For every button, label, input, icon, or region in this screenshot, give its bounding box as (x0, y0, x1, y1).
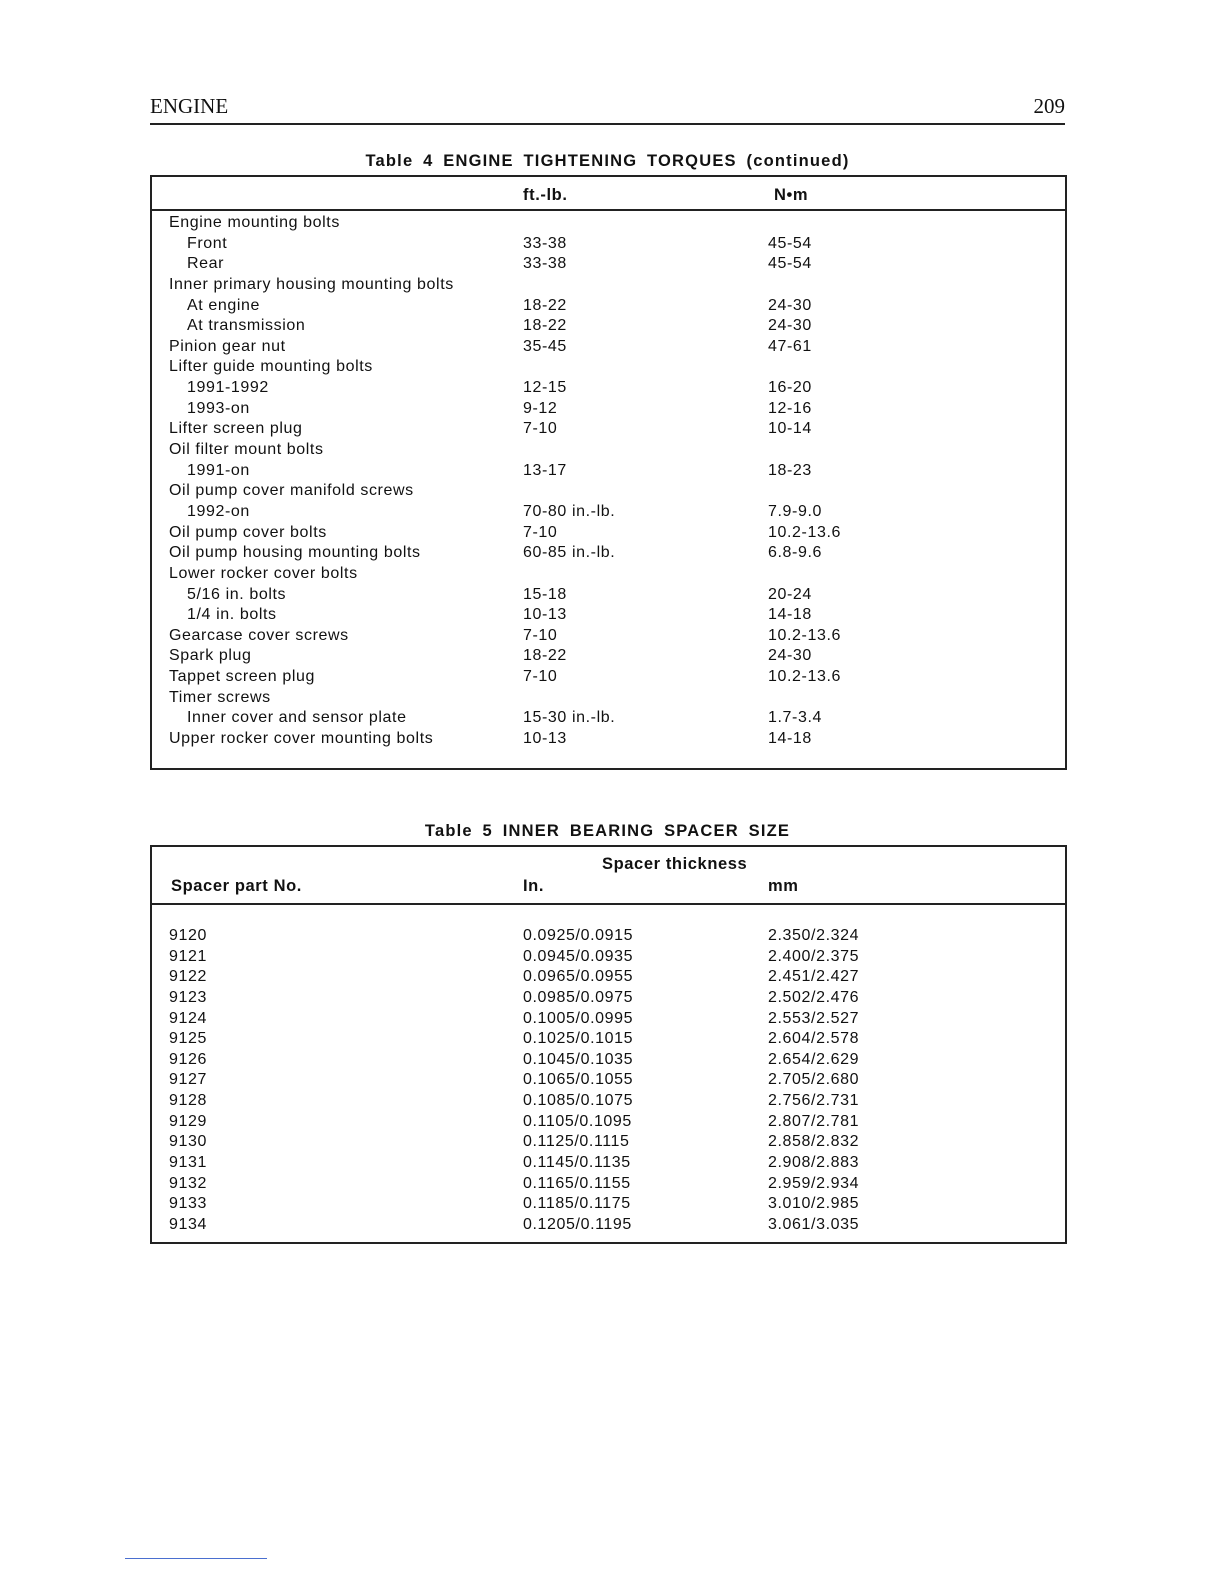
row-nm: 24-30 (768, 647, 812, 665)
row-nm: 12-16 (768, 399, 812, 417)
row-mm: 2.908/2.883 (768, 1154, 860, 1172)
table4 (150, 175, 1067, 770)
row-mm: 2.604/2.578 (768, 1030, 860, 1048)
row-label: Inner primary housing mounting bolts (169, 275, 454, 293)
table5-row (152, 1153, 1065, 1174)
row-label: Gearcase cover screws (169, 626, 349, 644)
row-nm: 45-54 (768, 255, 812, 273)
table5-row (152, 1050, 1065, 1071)
table4-row (152, 275, 1065, 296)
row-mm: 2.654/2.629 (768, 1050, 860, 1068)
table5-header-in: In. (523, 877, 545, 895)
row-part: 9133 (169, 1195, 207, 1213)
row-part: 9120 (169, 927, 207, 944)
row-part: 9126 (169, 1050, 207, 1068)
row-label: 1992-on (187, 502, 250, 520)
table4-row (152, 419, 1065, 440)
table5-row (152, 1091, 1065, 1112)
row-ftlb: 33-38 (523, 255, 567, 273)
row-nm: 10.2-13.6 (768, 523, 842, 541)
row-mm: 2.807/2.781 (768, 1112, 860, 1130)
running-head-section: ENGINE (150, 94, 229, 118)
row-in: 0.1045/0.1035 (523, 1050, 634, 1068)
row-in: 0.1185/0.1175 (523, 1195, 631, 1213)
table5-header-part: Spacer part No. (171, 877, 302, 895)
table4-header-nm: N•m (774, 186, 809, 204)
row-part: 9131 (169, 1154, 207, 1172)
row-nm: 14-18 (768, 606, 812, 624)
row-ftlb: 7-10 (523, 420, 558, 438)
row-ftlb: 18-22 (523, 296, 567, 314)
table4-row (152, 585, 1065, 606)
row-mm: 2.705/2.680 (768, 1071, 860, 1089)
row-mm: 3.010/2.985 (768, 1195, 860, 1213)
row-part: 9121 (169, 947, 207, 965)
table5-row (152, 1070, 1065, 1091)
row-nm: 45-54 (768, 234, 812, 252)
row-nm: 24-30 (768, 296, 812, 314)
table4-row (152, 440, 1065, 461)
row-label: Lifter screen plug (169, 420, 303, 438)
row-ftlb: 15-18 (523, 585, 567, 603)
table4-header-rule (152, 209, 1065, 211)
table4-row (152, 523, 1065, 544)
row-in: 0.1205/0.1195 (523, 1215, 632, 1233)
row-ftlb: 7-10 (523, 523, 558, 541)
row-label: 5/16 in. bolts (187, 585, 287, 603)
row-in: 0.1005/0.0995 (523, 1009, 634, 1027)
table5-row (152, 1174, 1065, 1195)
row-part: 9132 (169, 1174, 207, 1192)
row-label: Oil filter mount bolts (169, 441, 324, 459)
row-label: 1993-on (187, 399, 250, 417)
row-mm: 2.400/2.375 (768, 947, 860, 965)
row-label: Spark plug (169, 647, 252, 665)
row-ftlb: 7-10 (523, 668, 558, 686)
row-nm: 18-23 (768, 461, 812, 479)
row-ftlb: 10-13 (523, 606, 567, 624)
table4-row (152, 357, 1065, 378)
row-nm: 7.9-9.0 (768, 502, 823, 520)
table4-row (152, 254, 1065, 275)
footer-rule (125, 1558, 267, 1559)
table4-row (152, 337, 1065, 358)
row-mm: 2.502/2.476 (768, 988, 860, 1006)
row-part: 9125 (169, 1030, 207, 1048)
table5-body (152, 926, 1065, 1236)
row-label: Lower rocker cover bolts (169, 564, 358, 582)
table4-row (152, 646, 1065, 667)
table5-row (152, 947, 1065, 968)
table4-row (152, 502, 1065, 523)
row-label: At engine (187, 296, 261, 314)
row-label: Pinion gear nut (169, 337, 286, 355)
table4-row (152, 564, 1065, 585)
row-mm: 2.553/2.527 (768, 1009, 860, 1027)
table4-row (152, 461, 1065, 482)
row-in: 0.1125/0.1115 (523, 1133, 630, 1151)
row-mm: 2.350/2.324 (768, 927, 860, 944)
row-label: Timer screws (169, 688, 271, 706)
row-label: 1991-1992 (187, 379, 269, 397)
row-nm: 47-61 (768, 337, 812, 355)
row-part: 9129 (169, 1112, 207, 1130)
table4-row (152, 481, 1065, 502)
row-part: 9130 (169, 1133, 207, 1151)
row-mm: 2.858/2.832 (768, 1133, 860, 1151)
row-nm: 6.8-9.6 (768, 544, 823, 562)
table5-row (152, 967, 1065, 988)
row-ftlb: 35-45 (523, 337, 567, 355)
row-nm: 24-30 (768, 317, 812, 335)
row-label: Engine mounting bolts (169, 214, 340, 231)
row-mm: 3.061/3.035 (768, 1215, 860, 1233)
table4-row (152, 605, 1065, 626)
row-label: Upper rocker cover mounting bolts (169, 730, 434, 748)
row-part: 9124 (169, 1009, 207, 1027)
row-nm: 10-14 (768, 420, 812, 438)
table5-row (152, 988, 1065, 1009)
row-label: Inner cover and sensor plate (187, 709, 407, 727)
table4-row (152, 234, 1065, 255)
table5-row (152, 1194, 1065, 1215)
table4-row (152, 399, 1065, 420)
row-label: Rear (187, 255, 225, 273)
table5-row (152, 1215, 1065, 1236)
row-in: 0.0925/0.0915 (523, 927, 634, 944)
row-in: 0.0985/0.0975 (523, 988, 634, 1006)
row-nm: 20-24 (768, 585, 812, 603)
row-in: 0.1145/0.1135 (523, 1154, 631, 1172)
table5-header-rule (152, 903, 1065, 905)
table5 (150, 845, 1067, 1244)
table4-row (152, 667, 1065, 688)
row-ftlb: 15-30 in.-lb. (523, 709, 616, 727)
row-nm: 14-18 (768, 730, 812, 748)
table4-body (152, 213, 1065, 750)
table5-row (152, 1009, 1065, 1030)
row-part: 9128 (169, 1092, 207, 1110)
row-ftlb: 18-22 (523, 317, 567, 335)
row-in: 0.1085/0.1075 (523, 1092, 634, 1110)
row-label: Lifter guide mounting bolts (169, 358, 373, 376)
table5-row (152, 1029, 1065, 1050)
row-label: 1/4 in. bolts (187, 606, 277, 624)
row-label: Oil pump cover bolts (169, 523, 327, 541)
row-ftlb: 13-17 (523, 461, 567, 479)
table4-row (152, 543, 1065, 564)
row-label: Oil pump cover manifold screws (169, 482, 414, 500)
row-ftlb: 7-10 (523, 626, 558, 644)
row-ftlb: 9-12 (523, 399, 558, 417)
table5-title: Table 5 INNER BEARING SPACER SIZE (424, 822, 791, 840)
row-ftlb: 10-13 (523, 730, 567, 748)
table5-header-mm: mm (768, 877, 799, 895)
table4-row (152, 708, 1065, 729)
row-in: 0.0965/0.0955 (523, 968, 634, 986)
row-in: 0.1065/0.1055 (523, 1071, 634, 1089)
table4-row (152, 316, 1065, 337)
table4-header-ftlb: ft.-lb. (523, 186, 568, 204)
row-label: At transmission (187, 317, 306, 335)
row-nm: 10.2-13.6 (768, 626, 842, 644)
table4-row (152, 688, 1065, 709)
row-part: 9134 (169, 1215, 207, 1233)
row-ftlb: 60-85 in.-lb. (523, 544, 616, 562)
row-label: Tappet screen plug (169, 668, 316, 686)
row-nm: 1.7-3.4 (768, 709, 823, 727)
row-ftlb: 33-38 (523, 234, 567, 252)
table4-row (152, 729, 1065, 750)
row-ftlb: 70-80 in.-lb. (523, 502, 616, 520)
table5-row (152, 926, 1065, 947)
row-nm: 16-20 (768, 379, 812, 397)
table4-title: Table 4 ENGINE TIGHTENING TORQUES (continued) (365, 152, 850, 170)
row-ftlb: 18-22 (523, 647, 567, 665)
table4-row (152, 626, 1065, 647)
row-label: Front (187, 234, 228, 252)
row-nm: 10.2-13.6 (768, 668, 842, 686)
row-part: 9123 (169, 988, 207, 1006)
row-mm: 2.451/2.427 (768, 968, 860, 986)
row-mm: 2.959/2.934 (768, 1174, 860, 1192)
table4-row (152, 296, 1065, 317)
table5-row (152, 1132, 1065, 1153)
row-in: 0.0945/0.0935 (523, 947, 634, 965)
row-in: 0.1105/0.1095 (523, 1112, 632, 1130)
row-part: 9122 (169, 968, 207, 986)
table5-row (152, 1112, 1065, 1133)
page-number: 209 (1033, 94, 1065, 118)
header-rule (150, 123, 1065, 125)
row-mm: 2.756/2.731 (768, 1092, 860, 1110)
table5-group-header: Spacer thickness (602, 855, 748, 873)
row-ftlb: 12-15 (523, 379, 567, 397)
table4-row (152, 378, 1065, 399)
row-in: 0.1025/0.1015 (523, 1030, 634, 1048)
row-label: 1991-on (187, 461, 250, 479)
row-label: Oil pump housing mounting bolts (169, 544, 421, 562)
row-part: 9127 (169, 1071, 207, 1089)
table4-row (152, 213, 1065, 234)
row-in: 0.1165/0.1155 (523, 1174, 631, 1192)
